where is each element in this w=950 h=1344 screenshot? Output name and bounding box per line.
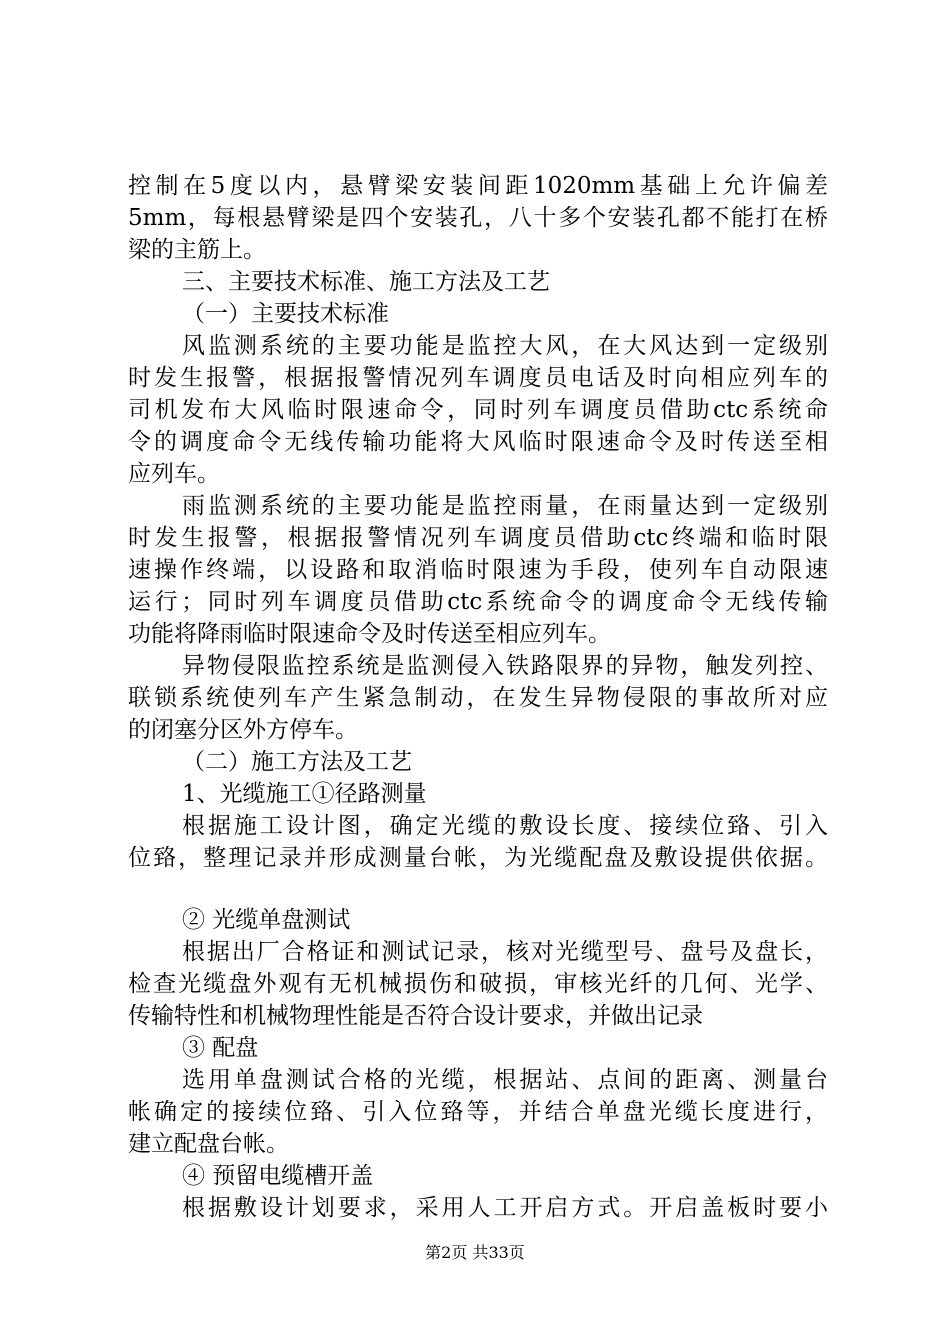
- subsection-heading: （二）施工方法及工艺: [182, 749, 412, 775]
- paragraph-gap: [128, 874, 828, 904]
- text-line: 选用单盘测试合格的光缆，根据站、点间的距离、测量台: [182, 1067, 828, 1093]
- text-line: 时发生报警，根据报警情况列车调度员电话及时向相应列车的: [128, 365, 828, 391]
- text-line: 梁的主筋上。: [128, 237, 266, 263]
- text-line: 根据敷设计划要求，采用人工开启方式。开启盖板时要小: [182, 1195, 828, 1221]
- text-line: 帐确定的接续位臵、引入位臵等，并结合单盘光缆长度进行，: [128, 1099, 828, 1125]
- text-line: 速操作终端，以设路和取消临时限速为手段，使列车自动限速: [128, 557, 828, 583]
- item-heading: ④ 预留电缆槽开盖: [182, 1163, 374, 1189]
- text-line: 雨监测系统的主要功能是监控雨量，在雨量达到一定级别: [182, 493, 828, 519]
- text-line: 检查光缆盘外观有无机械损伤和破损，审核光纤的几何、光学、: [128, 971, 828, 997]
- text-line: 根据出厂合格证和测试记录，核对光缆型号、盘号及盘长，: [182, 939, 828, 965]
- item-heading: 1、光缆施工①径路测量: [182, 781, 427, 807]
- text-line: 根据施工设计图，确定光缆的敷设长度、接续位臵、引入: [182, 813, 828, 839]
- text-line: 传输特性和机械物理性能是否符合设计要求，并做出记录: [128, 1003, 703, 1029]
- page-footer: 第2页 共33页: [425, 1243, 525, 1262]
- text-line: 联锁系统使列车产生紧急制动，在发生异物侵限的事故所对应: [128, 685, 828, 711]
- text-line: 5mm，每根悬臂梁是四个安装孔，八十多个安装孔都不能打在桥: [128, 205, 828, 231]
- text-line: 控制在5度以内，悬臂梁安装间距1020mm基础上允许偏差: [128, 173, 828, 199]
- text-line: 运行；同时列车调度员借助ctc系统命令的调度命令无线传输: [128, 589, 828, 615]
- subsection-heading: （一）主要技术标准: [182, 301, 389, 327]
- item-heading: ③ 配盘: [182, 1035, 259, 1061]
- text-line: 功能将降雨临时限速命令及时传送至相应列车。: [128, 621, 611, 647]
- item-heading: ② 光缆单盘测试: [182, 907, 351, 933]
- text-line: 的闭塞分区外方停车。: [128, 717, 358, 743]
- section-heading: 三、主要技术标准、施工方法及工艺: [182, 269, 550, 295]
- text-line: 令的调度命令无线传输功能将大风临时限速命令及时传送至相: [128, 429, 828, 455]
- text-line: 时发生报警，根据报警情况列车调度员借助ctc终端和临时限: [128, 525, 828, 551]
- text-line: 应列车。: [128, 461, 220, 487]
- text-line: 风监测系统的主要功能是监控大风，在大风达到一定级别: [182, 333, 828, 359]
- body-text: [128, 170, 828, 1224]
- text-line: 位臵，整理记录并形成测量台帐，为光缆配盘及敷设提供依据。: [128, 845, 828, 871]
- text-line: 异物侵限监控系统是监测侵入铁路限界的异物，触发列控、: [182, 653, 828, 679]
- text-line: 司机发布大风临时限速命令，同时列车调度员借助ctc系统命: [128, 397, 828, 423]
- text-line: 建立配盘台帐。: [128, 1131, 289, 1157]
